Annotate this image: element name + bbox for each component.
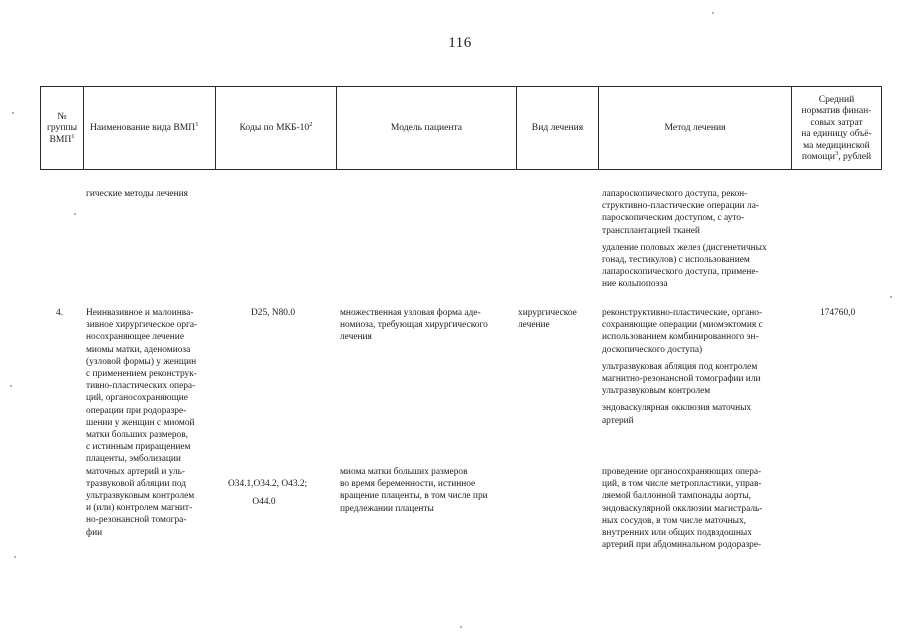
treatment-line: лечение: [518, 320, 550, 331]
method-line: доскопического доступа): [602, 344, 703, 355]
method-line: сохраняющие операции (миомэктомия с: [602, 320, 763, 331]
name-line: тивно-пластических опера-: [86, 381, 196, 392]
name-line: ций, органосохраняющие: [86, 393, 188, 404]
method-line: внутренних или общих подвздошных: [602, 528, 752, 539]
method-line: ние кольпопоэза: [602, 279, 668, 290]
scan-speck: [712, 12, 714, 14]
name-line: носохраняющее лечение: [86, 332, 184, 343]
header-treatment-method: Метод лечения: [599, 87, 792, 170]
method-item: [602, 361, 792, 398]
name-line: операции при родоразре-: [86, 405, 187, 416]
method-item: [602, 402, 792, 426]
scan-speck: [14, 556, 16, 558]
method-line: удаление половых желез (дисгенетичных: [602, 242, 767, 253]
row4-average-cost: 174760,0: [820, 308, 856, 318]
code-line: O44.0: [252, 497, 276, 507]
method-line: эндоваскулярная окклюзия маточных: [602, 403, 752, 414]
model-line: лечения: [340, 332, 372, 343]
code-line: O34.1,O34.2, O43.2;: [228, 479, 308, 489]
name-line: фии: [86, 527, 103, 538]
method-line: реконструктивно-пластические, органо-: [602, 308, 763, 318]
header-row: [41, 87, 882, 170]
method-item: [602, 307, 792, 356]
header-group-number: № группы ВМП$^1$: [41, 87, 84, 170]
name-line: с истинным приращением: [86, 442, 191, 453]
method-line: артерий: [602, 415, 634, 426]
method-line: артерий при абдоминальном родоразре-: [602, 540, 762, 551]
method-item: [602, 242, 792, 291]
method-line: ультразвуковым контролем: [602, 386, 711, 397]
row4-icd-codes-a: D25, N80.0: [251, 308, 296, 318]
method-line: лапароскопического доступа, примене-: [602, 267, 759, 278]
method-item: [602, 188, 792, 237]
method-line: пароскопическим доступом, с ауто-: [602, 213, 745, 224]
name-line: и (или) контролем магнит-: [86, 503, 193, 514]
method-line: трансплантацией тканей: [602, 225, 700, 236]
method-line: структивно-пластические операции ла-: [602, 201, 759, 212]
scan-speck: [12, 112, 14, 114]
name-line: Неинвазивное и малоинва-: [86, 308, 194, 318]
method-item: [602, 466, 792, 551]
method-line: проведение органосохраняющих опера-: [602, 467, 762, 477]
model-line: миома матки больших размеров: [340, 467, 468, 477]
model-line: вращение плаценты, в том числе при: [340, 491, 488, 502]
continued-name-fragment: гические методы лечения: [86, 189, 188, 199]
method-line: ультразвуковая абляция под контролем: [602, 361, 758, 372]
name-line: плаценты, эмболизации: [86, 454, 181, 465]
model-line: множественная узловая форма аде-: [340, 308, 481, 318]
scan-speck: [460, 626, 462, 628]
row4-group-number: 4.: [56, 308, 64, 318]
name-line: матки больших размеров,: [86, 430, 189, 440]
scan-speck: [10, 385, 12, 387]
header-icd-codes: Коды по МКБ-$10^2$: [216, 87, 337, 170]
method-line: ляемой баллонной тампонады аорты,: [602, 491, 752, 502]
method-line: использованием комбинированного эн-: [602, 332, 759, 343]
model-line: предлежании плаценты: [340, 503, 434, 514]
header-vmp-name: Наименование вида ВМП$^1$: [84, 87, 216, 170]
model-line: во время беременности, истинное: [340, 479, 476, 490]
name-line: ультразвуковым контролем: [86, 491, 195, 501]
scan-speck: [890, 296, 892, 298]
name-line: тразвуковой абляции под: [86, 478, 187, 489]
method-line: ций, в том числе метропластики, управ-: [602, 479, 762, 490]
method-line: ных сосудов, в том числе маточных,: [602, 515, 747, 526]
method-line: гонад, тестикулов) с использованием: [602, 255, 750, 265]
scan-speck: [74, 213, 76, 215]
method-line: лапароскопического доступа, рекон-: [602, 189, 748, 199]
method-line: эндоваскулярной окклюзии магистраль-: [602, 503, 763, 514]
header-patient-model: Модель пациента: [337, 87, 517, 170]
name-line: миомы матки, аденомиоза: [86, 344, 191, 355]
name-line: (узловой формы) у женщин: [86, 356, 197, 367]
method-line: магнитно-резонансной томографии или: [602, 374, 761, 384]
name-line: но-резонансной томогра-: [86, 515, 187, 526]
name-line: зивное хирургическое орга-: [86, 320, 198, 331]
header-average-cost: Средний норматив финан- совых затрат на единицу объё- ма медицинской помощи$^3$, рублей: [792, 87, 882, 170]
name-line: с применением реконструк-: [86, 369, 197, 379]
table-header: [40, 86, 882, 170]
header-treatment-type: Вид лечения: [517, 87, 599, 170]
page-number: 116: [448, 35, 472, 51]
name-line: шении у женщин с миомой: [86, 417, 195, 428]
name-line: маточных артерий и уль-: [86, 466, 186, 477]
model-line: номиоза, требующая хирургического: [340, 320, 488, 331]
treatment-line: хирургическое: [518, 308, 577, 318]
